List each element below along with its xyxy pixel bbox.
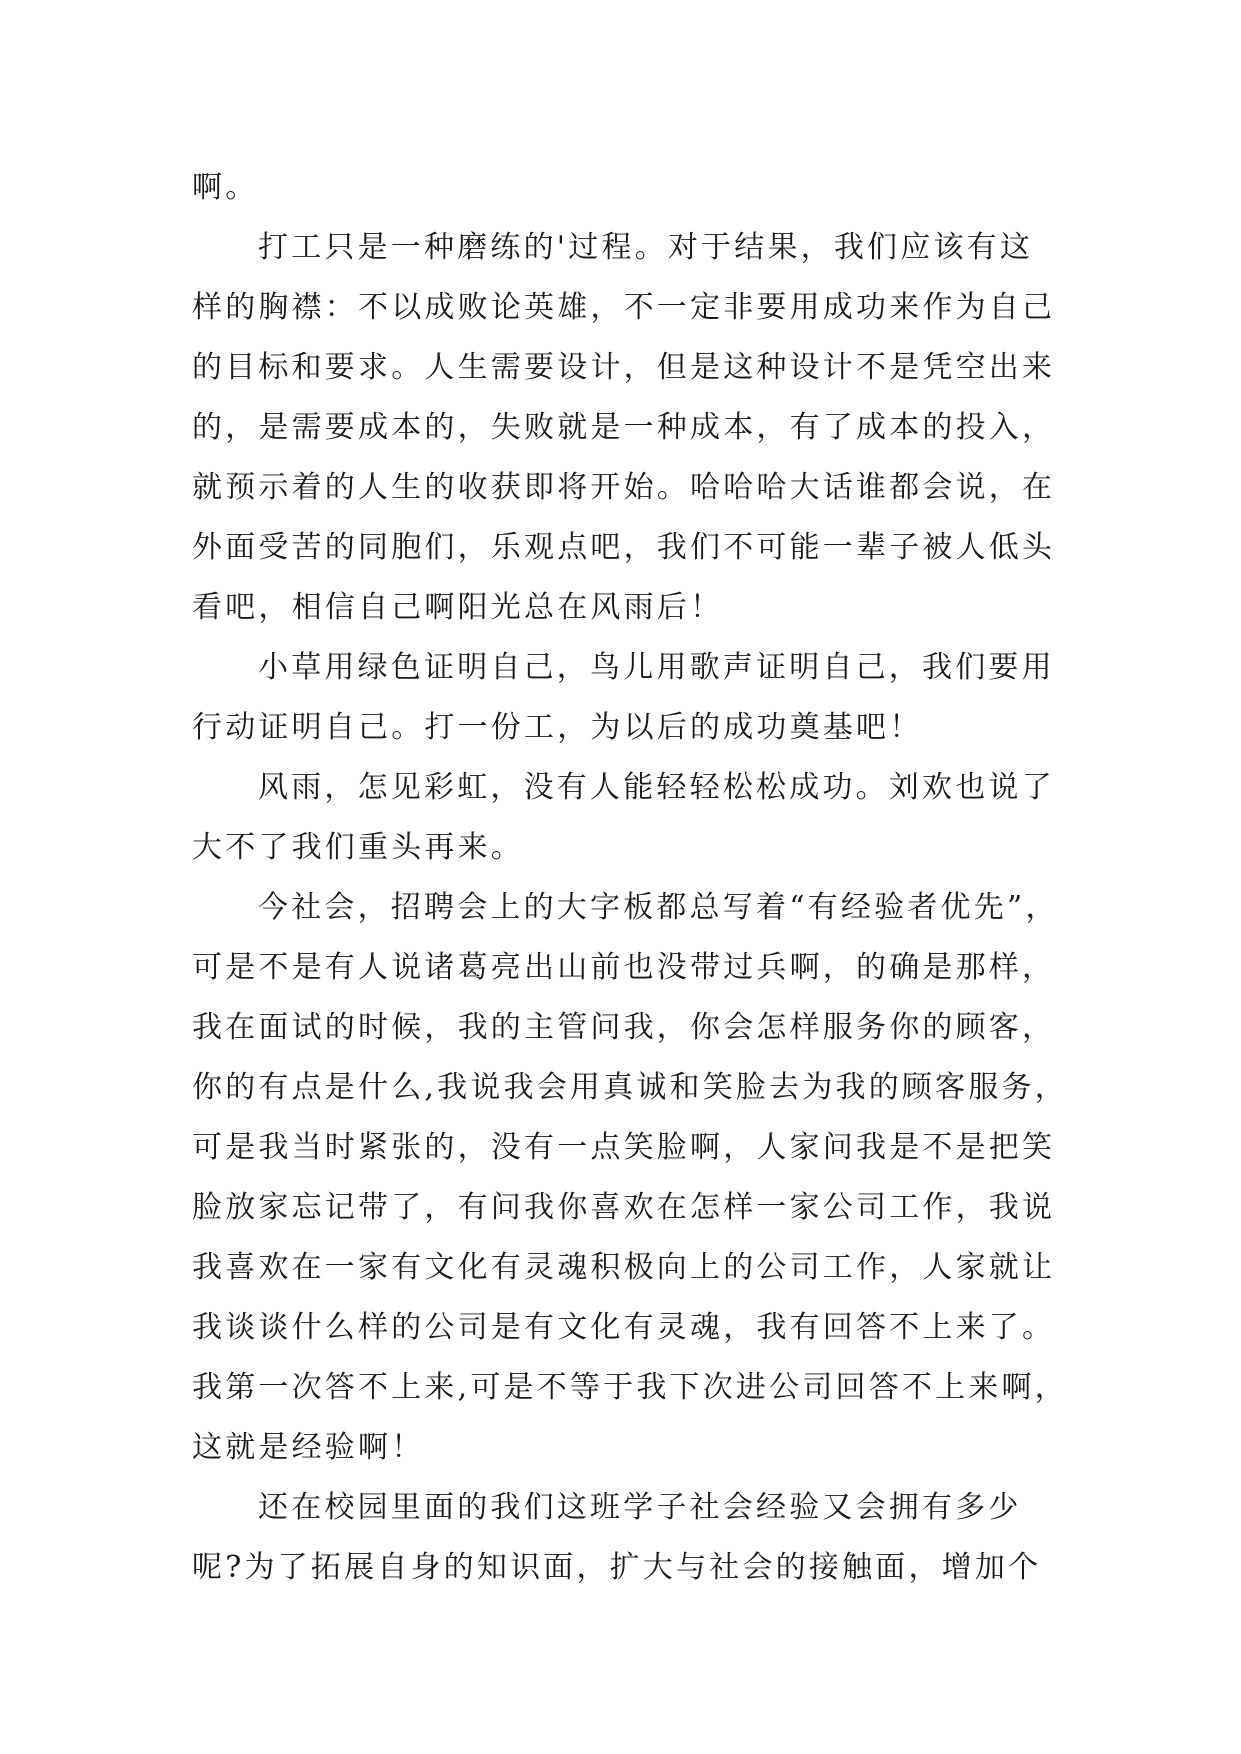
text-line: 行动证明自己。打一份工，为以后的成功奠基吧！ [192,710,923,745]
text-line: 风雨，怎见彩虹，没有人能轻轻松松成功。刘欢也说了 [258,770,1055,805]
text-line: 的目标和要求。人生需要设计，但是这种设计不是凭空出来 [192,350,1056,385]
text-line: 大不了我们重头再来。 [192,830,524,865]
text-line: 今社会，招聘会上的大字板都总写着“有经验者优先”， [258,890,1059,925]
text-line: 我谈谈什么样的公司是有文化有灵魂，我有回答不上来了。 [192,1310,1056,1345]
text-line: 啊。 [192,170,259,205]
text-line: 这就是经验啊！ [192,1430,425,1465]
text-line: 小草用绿色证明自己，鸟儿用歌声证明自己，我们要用 [258,650,1055,685]
text-line: 我第一次答不上来,可是不等于我下次进公司回答不上来啊， [192,1370,1068,1405]
text-line: 打工只是一种磨练的'过程。对于结果，我们应该有这 [258,230,1034,265]
text-line: 看吧，相信自己啊阳光总在风雨后！ [192,590,724,625]
text-line: 外面受苦的同胞们，乐观点吧，我们不可能一辈子被人低头 [192,530,1056,565]
text-line: 我在面试的时候，我的主管问我，你会怎样服务你的顾客， [192,1010,1056,1045]
text-line: 呢?为了拓展自身的知识面，扩大与社会的接触面，增加个 [192,1550,1042,1585]
text-line: 还在校园里面的我们这班学子社会经验又会拥有多少 [258,1490,1022,1525]
text-line: 我喜欢在一家有文化有灵魂积极向上的公司工作，人家就让 [192,1250,1056,1285]
text-line: 样的胸襟：不以成败论英雄，不一定非要用成功来作为自己 [192,290,1056,325]
text-line: 你的有点是什么,我说我会用真诚和笑脸去为我的顾客服务， [192,1070,1068,1105]
text-line: 就预示着的人生的收获即将开始。哈哈哈大话谁都会说，在 [192,470,1056,505]
text-line: 可是我当时紧张的，没有一点笑脸啊，人家问我是不是把笑 [192,1130,1056,1165]
text-line: 脸放家忘记带了，有问我你喜欢在怎样一家公司工作，我说 [192,1190,1056,1225]
document-body [192,160,1068,1600]
text-line: 可是不是有人说诸葛亮出山前也没带过兵啊，的确是那样， [192,950,1056,985]
text-line: 的，是需要成本的，失败就是一种成本，有了成本的投入， [192,410,1056,445]
